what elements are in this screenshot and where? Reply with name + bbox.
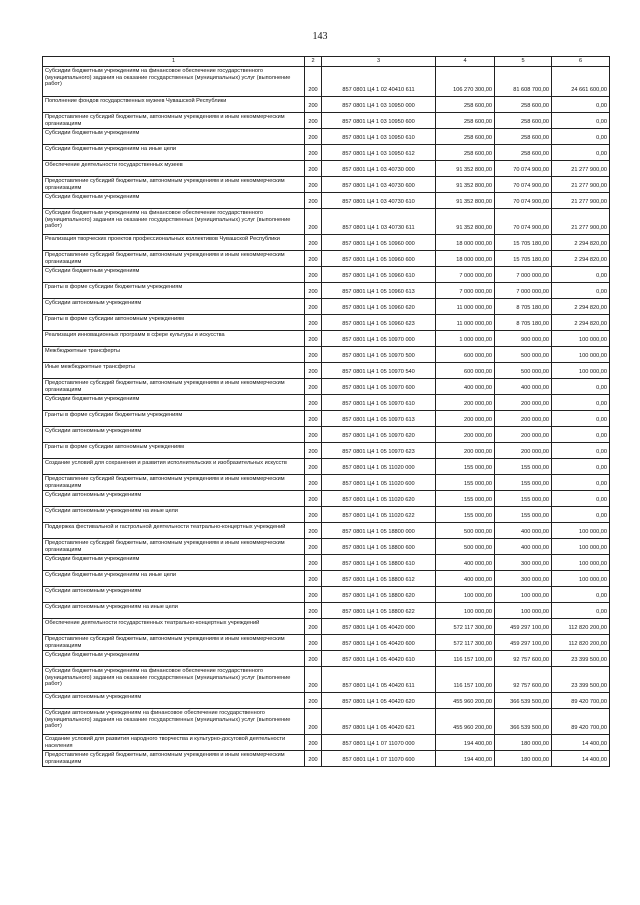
row-value-4: 258 600,00 (436, 145, 495, 161)
table-row (43, 193, 610, 209)
row-value-5: 155 000,00 (495, 507, 552, 523)
row-code: 857 0801 Ц4 1 05 10960 623 (322, 315, 436, 331)
row-code: 857 0801 Ц4 1 05 40420 611 (322, 667, 436, 693)
row-value-6: 2 294 820,00 (552, 251, 610, 267)
row-code: 857 0801 Ц4 1 03 40730 611 (322, 209, 436, 235)
table-row (43, 619, 610, 635)
row-code: 857 0801 Ц4 1 02 40410 611 (322, 67, 436, 97)
table-row (43, 427, 610, 443)
row-value-5: 200 000,00 (495, 411, 552, 427)
row-value-6: 0,00 (552, 267, 610, 283)
row-value-4: 200 000,00 (436, 443, 495, 459)
row-column-2: 200 (305, 395, 322, 411)
row-value-6: 0,00 (552, 379, 610, 395)
table-row (43, 507, 610, 523)
row-value-6: 0,00 (552, 395, 610, 411)
row-value-5: 258 600,00 (495, 113, 552, 129)
row-value-5: 92 757 600,00 (495, 667, 552, 693)
row-value-4: 91 352 800,00 (436, 177, 495, 193)
row-code: 857 0801 Ц4 1 05 18800 610 (322, 555, 436, 571)
row-value-4: 11 000 000,00 (436, 315, 495, 331)
row-value-5: 459 297 100,00 (495, 635, 552, 651)
table-row (43, 539, 610, 555)
row-code: 857 0801 Ц4 1 05 10970 613 (322, 411, 436, 427)
row-value-6: 100 000,00 (552, 555, 610, 571)
row-value-5: 15 705 180,00 (495, 235, 552, 251)
row-code: 857 0801 Ц4 1 05 18800 600 (322, 539, 436, 555)
row-value-4: 400 000,00 (436, 571, 495, 587)
row-value-5: 70 074 900,00 (495, 161, 552, 177)
row-name: Субсидии бюджетным учреждениям на финансовое обеспечение государственного (муниципального) задания на оказание государственных (муниципальных) услуг (выполнение работ) (43, 209, 305, 235)
row-value-6: 2 294 820,00 (552, 315, 610, 331)
table-body (43, 67, 610, 767)
row-value-4: 100 000,00 (436, 587, 495, 603)
row-value-4: 91 352 800,00 (436, 209, 495, 235)
table-header (43, 57, 610, 67)
table-row (43, 459, 610, 475)
row-code: 857 0801 Ц4 1 05 10970 623 (322, 443, 436, 459)
table-row (43, 603, 610, 619)
row-column-2: 200 (305, 267, 322, 283)
table-row (43, 299, 610, 315)
row-name: Субсидии бюджетным учреждениям (43, 555, 305, 571)
table-row (43, 129, 610, 145)
row-column-2: 200 (305, 67, 322, 97)
row-value-4: 400 000,00 (436, 555, 495, 571)
row-code: 857 0801 Ц4 1 05 40420 620 (322, 693, 436, 709)
row-value-6: 0,00 (552, 587, 610, 603)
row-code: 857 0801 Ц4 1 05 18800 000 (322, 523, 436, 539)
row-value-6: 0,00 (552, 411, 610, 427)
row-value-5: 70 074 900,00 (495, 177, 552, 193)
row-code: 857 0801 Ц4 1 05 10970 620 (322, 427, 436, 443)
row-value-6: 0,00 (552, 427, 610, 443)
table-row (43, 209, 610, 235)
row-column-2: 200 (305, 145, 322, 161)
row-name: Обеспечение деятельности государственных театрально-концертных учреждений (43, 619, 305, 635)
column-header: 1 (43, 57, 305, 67)
row-value-4: 600 000,00 (436, 363, 495, 379)
row-code: 857 0801 Ц4 1 07 11070 600 (322, 751, 436, 767)
row-column-2: 200 (305, 363, 322, 379)
table-row (43, 475, 610, 491)
row-value-5: 155 000,00 (495, 459, 552, 475)
row-name: Гранты в форме субсидии бюджетным учреждениям (43, 411, 305, 427)
row-column-2: 200 (305, 443, 322, 459)
row-value-4: 500 000,00 (436, 539, 495, 555)
row-name: Создание условий для сохранения и развития исполнительских и изобразительных искусств (43, 459, 305, 475)
row-name: Субсидии бюджетным учреждениям на финансовое обеспечение государственного (муниципального) задания на оказание государственных (муниципальных) услуг (выполнение работ) (43, 67, 305, 97)
row-value-4: 116 157 100,00 (436, 651, 495, 667)
row-value-5: 92 757 600,00 (495, 651, 552, 667)
row-value-4: 91 352 800,00 (436, 161, 495, 177)
table-row (43, 587, 610, 603)
row-name: Субсидии автономным учреждениям на финансовое обеспечение государственного (муниципального) задания на оказание государственных (муниципальных) услуг (выполнение работ) (43, 709, 305, 735)
page-number: 143 (312, 31, 328, 42)
row-value-6: 2 294 820,00 (552, 235, 610, 251)
table-row (43, 331, 610, 347)
row-name: Субсидии бюджетным учреждениям (43, 651, 305, 667)
row-value-6: 112 820 200,00 (552, 635, 610, 651)
row-column-2: 200 (305, 735, 322, 751)
row-value-5: 155 000,00 (495, 491, 552, 507)
table-row (43, 347, 610, 363)
row-value-6: 0,00 (552, 129, 610, 145)
row-value-4: 400 000,00 (436, 379, 495, 395)
row-code: 857 0801 Ц4 1 05 10960 613 (322, 283, 436, 299)
row-code: 857 0801 Ц4 1 03 40730 000 (322, 161, 436, 177)
row-column-2: 200 (305, 129, 322, 145)
row-column-2: 200 (305, 161, 322, 177)
table-row (43, 113, 610, 129)
row-value-4: 155 000,00 (436, 507, 495, 523)
row-value-5: 500 000,00 (495, 363, 552, 379)
row-value-6: 14 400,00 (552, 735, 610, 751)
row-value-6: 0,00 (552, 283, 610, 299)
row-value-4: 258 600,00 (436, 97, 495, 113)
row-column-2: 200 (305, 177, 322, 193)
row-column-2: 200 (305, 571, 322, 587)
row-name: Субсидии автономным учреждениям (43, 427, 305, 443)
row-value-6: 14 400,00 (552, 751, 610, 767)
row-value-5: 366 539 500,00 (495, 709, 552, 735)
row-name: Предоставление субсидий бюджетным, автономным учреждениям и иным некоммерческим организациям (43, 113, 305, 129)
table-row (43, 651, 610, 667)
table-row (43, 379, 610, 395)
row-value-6: 100 000,00 (552, 523, 610, 539)
table-row (43, 67, 610, 97)
header-row (43, 57, 610, 67)
row-value-4: 455 960 200,00 (436, 709, 495, 735)
table-row (43, 491, 610, 507)
row-name: Субсидии бюджетным учреждениям на финансовое обеспечение государственного (муниципального) задания на оказание государственных (муниципальных) услуг (выполнение работ) (43, 667, 305, 693)
row-value-5: 900 000,00 (495, 331, 552, 347)
budget-table (42, 56, 610, 767)
row-name: Предоставление субсидий бюджетным, автономным учреждениям и иным некоммерческим организациям (43, 379, 305, 395)
row-column-2: 200 (305, 635, 322, 651)
row-name: Субсидии автономным учреждениям (43, 693, 305, 709)
row-value-4: 200 000,00 (436, 395, 495, 411)
row-value-4: 155 000,00 (436, 459, 495, 475)
row-name: Предоставление субсидий бюджетным, автономным учреждениям и иным некоммерческим организациям (43, 635, 305, 651)
row-name: Субсидии бюджетным учреждениям (43, 193, 305, 209)
row-value-6: 100 000,00 (552, 331, 610, 347)
row-name: Пополнение фондов государственных музеев Чувашской Республики (43, 97, 305, 113)
table-row (43, 395, 610, 411)
table-row (43, 161, 610, 177)
row-value-5: 500 000,00 (495, 347, 552, 363)
row-name: Обеспечение деятельности государственных музеев (43, 161, 305, 177)
row-value-5: 258 600,00 (495, 97, 552, 113)
table-row (43, 267, 610, 283)
row-code: 857 0801 Ц4 1 05 11020 000 (322, 459, 436, 475)
row-column-2: 200 (305, 411, 322, 427)
row-value-6: 21 277 900,00 (552, 177, 610, 193)
row-column-2: 200 (305, 97, 322, 113)
row-code: 857 0801 Ц4 1 05 10970 610 (322, 395, 436, 411)
row-column-2: 200 (305, 587, 322, 603)
row-value-5: 200 000,00 (495, 395, 552, 411)
row-name: Реализация творческих проектов профессиональных коллективов Чувашской Республики (43, 235, 305, 251)
row-value-6: 89 420 700,00 (552, 709, 610, 735)
table-row (43, 751, 610, 767)
row-code: 857 0801 Ц4 1 05 10960 610 (322, 267, 436, 283)
row-column-2: 200 (305, 379, 322, 395)
row-code: 857 0801 Ц4 1 05 10960 620 (322, 299, 436, 315)
row-column-2: 200 (305, 299, 322, 315)
row-name: Поддержка фестивальной и гастрольной деятельности театрально-концертных учреждений (43, 523, 305, 539)
row-column-2: 200 (305, 475, 322, 491)
table-row (43, 283, 610, 299)
row-name: Межбюджетные трансферты (43, 347, 305, 363)
row-name: Предоставление субсидий бюджетным, автономным учреждениям и иным некоммерческим организациям (43, 751, 305, 767)
table-row (43, 97, 610, 113)
row-code: 857 0801 Ц4 1 05 11020 620 (322, 491, 436, 507)
row-value-4: 572 117 300,00 (436, 635, 495, 651)
row-value-6: 23 399 500,00 (552, 651, 610, 667)
row-value-5: 400 000,00 (495, 379, 552, 395)
row-column-2: 200 (305, 491, 322, 507)
row-value-4: 194 400,00 (436, 751, 495, 767)
table-row (43, 363, 610, 379)
row-name: Гранты в форме субсидии автономным учреждениям (43, 443, 305, 459)
row-value-4: 155 000,00 (436, 491, 495, 507)
row-value-6: 0,00 (552, 491, 610, 507)
row-value-4: 455 960 200,00 (436, 693, 495, 709)
row-value-4: 572 117 300,00 (436, 619, 495, 635)
row-column-2: 200 (305, 331, 322, 347)
row-code: 857 0801 Ц4 1 05 10970 540 (322, 363, 436, 379)
row-name: Иные межбюджетные трансферты (43, 363, 305, 379)
row-value-6: 100 000,00 (552, 539, 610, 555)
row-value-4: 200 000,00 (436, 427, 495, 443)
row-code: 857 0801 Ц4 1 03 10950 600 (322, 113, 436, 129)
row-name: Гранты в форме субсидии автономным учреждениям (43, 315, 305, 331)
table-row (43, 315, 610, 331)
row-code: 857 0801 Ц4 1 05 11020 600 (322, 475, 436, 491)
row-name: Субсидии автономным учреждениям на иные цели (43, 507, 305, 523)
row-column-2: 200 (305, 651, 322, 667)
row-name: Предоставление субсидий бюджетным, автономным учреждениям и иным некоммерческим организациям (43, 539, 305, 555)
row-column-2: 200 (305, 235, 322, 251)
row-value-4: 11 000 000,00 (436, 299, 495, 315)
row-column-2: 200 (305, 667, 322, 693)
row-code: 857 0801 Ц4 1 05 10970 500 (322, 347, 436, 363)
row-code: 857 0801 Ц4 1 05 40420 000 (322, 619, 436, 635)
row-value-5: 100 000,00 (495, 587, 552, 603)
row-value-4: 18 000 000,00 (436, 235, 495, 251)
column-header: 5 (495, 57, 552, 67)
table-row (43, 251, 610, 267)
row-name: Субсидии автономным учреждениям (43, 299, 305, 315)
row-name: Субсидии автономным учреждениям на иные цели (43, 603, 305, 619)
row-column-2: 200 (305, 283, 322, 299)
row-name: Реализация инновационных программ в сфере культуры и искусства (43, 331, 305, 347)
row-value-5: 155 000,00 (495, 475, 552, 491)
row-name: Предоставление субсидий бюджетным, автономным учреждениям и иным некоммерческим организациям (43, 177, 305, 193)
row-value-5: 70 074 900,00 (495, 209, 552, 235)
row-value-6: 0,00 (552, 507, 610, 523)
row-value-6: 21 277 900,00 (552, 161, 610, 177)
row-value-6: 0,00 (552, 475, 610, 491)
row-value-4: 91 352 800,00 (436, 193, 495, 209)
row-code: 857 0801 Ц4 1 03 10950 610 (322, 129, 436, 145)
row-value-6: 89 420 700,00 (552, 693, 610, 709)
row-value-6: 21 277 900,00 (552, 209, 610, 235)
row-value-6: 0,00 (552, 113, 610, 129)
row-code: 857 0801 Ц4 1 05 40420 600 (322, 635, 436, 651)
row-name: Субсидии автономным учреждениям (43, 491, 305, 507)
row-value-5: 15 705 180,00 (495, 251, 552, 267)
row-value-5: 81 608 700,00 (495, 67, 552, 97)
row-column-2: 200 (305, 603, 322, 619)
row-value-5: 200 000,00 (495, 443, 552, 459)
row-code: 857 0801 Ц4 1 03 10950 612 (322, 145, 436, 161)
table-row (43, 571, 610, 587)
row-value-5: 7 000 000,00 (495, 267, 552, 283)
row-value-6: 0,00 (552, 97, 610, 113)
row-column-2: 200 (305, 209, 322, 235)
table-row (43, 145, 610, 161)
row-value-4: 194 400,00 (436, 735, 495, 751)
row-column-2: 200 (305, 619, 322, 635)
row-value-6: 23 399 500,00 (552, 667, 610, 693)
row-value-6: 24 661 600,00 (552, 67, 610, 97)
row-value-5: 70 074 900,00 (495, 193, 552, 209)
row-value-4: 200 000,00 (436, 411, 495, 427)
row-column-2: 200 (305, 315, 322, 331)
row-value-4: 106 270 300,00 (436, 67, 495, 97)
row-code: 857 0801 Ц4 1 03 40730 600 (322, 177, 436, 193)
row-code: 857 0801 Ц4 1 05 10970 000 (322, 331, 436, 347)
row-value-5: 100 000,00 (495, 603, 552, 619)
row-value-6: 100 000,00 (552, 347, 610, 363)
table-row (43, 709, 610, 735)
table-row (43, 235, 610, 251)
row-code: 857 0801 Ц4 1 05 18800 612 (322, 571, 436, 587)
table-row (43, 555, 610, 571)
row-code: 857 0801 Ц4 1 05 10960 600 (322, 251, 436, 267)
row-value-4: 155 000,00 (436, 475, 495, 491)
row-column-2: 200 (305, 523, 322, 539)
row-value-6: 100 000,00 (552, 571, 610, 587)
row-value-6: 100 000,00 (552, 363, 610, 379)
row-column-2: 200 (305, 427, 322, 443)
row-value-5: 300 000,00 (495, 555, 552, 571)
row-code: 857 0801 Ц4 1 05 10960 000 (322, 235, 436, 251)
row-name: Субсидии бюджетным учреждениям (43, 267, 305, 283)
row-code: 857 0801 Ц4 1 03 10950 000 (322, 97, 436, 113)
row-value-5: 7 000 000,00 (495, 283, 552, 299)
row-column-2: 200 (305, 709, 322, 735)
row-value-5: 200 000,00 (495, 427, 552, 443)
row-value-5: 459 297 100,00 (495, 619, 552, 635)
table-row (43, 523, 610, 539)
table-row (43, 635, 610, 651)
row-column-2: 200 (305, 459, 322, 475)
row-name: Субсидии бюджетным учреждениям (43, 395, 305, 411)
row-value-6: 0,00 (552, 145, 610, 161)
row-value-4: 258 600,00 (436, 129, 495, 145)
row-value-4: 7 000 000,00 (436, 267, 495, 283)
row-name: Субсидии бюджетным учреждениям (43, 129, 305, 145)
row-value-6: 0,00 (552, 603, 610, 619)
row-name: Субсидии автономным учреждениям (43, 587, 305, 603)
row-code: 857 0801 Ц4 1 05 18800 622 (322, 603, 436, 619)
row-value-4: 116 157 100,00 (436, 667, 495, 693)
row-column-2: 200 (305, 113, 322, 129)
row-code: 857 0801 Ц4 1 05 11020 622 (322, 507, 436, 523)
row-value-4: 500 000,00 (436, 523, 495, 539)
row-value-5: 8 705 180,00 (495, 315, 552, 331)
row-value-4: 18 000 000,00 (436, 251, 495, 267)
row-value-5: 180 000,00 (495, 751, 552, 767)
row-value-6: 112 820 200,00 (552, 619, 610, 635)
row-value-5: 258 600,00 (495, 145, 552, 161)
column-header: 3 (322, 57, 436, 67)
row-column-2: 200 (305, 507, 322, 523)
row-code: 857 0801 Ц4 1 03 40730 610 (322, 193, 436, 209)
row-value-5: 366 539 500,00 (495, 693, 552, 709)
row-value-5: 258 600,00 (495, 129, 552, 145)
row-value-4: 7 000 000,00 (436, 283, 495, 299)
row-value-5: 8 705 180,00 (495, 299, 552, 315)
row-column-2: 200 (305, 193, 322, 209)
row-code: 857 0801 Ц4 1 05 10970 600 (322, 379, 436, 395)
row-code: 857 0801 Ц4 1 05 40420 621 (322, 709, 436, 735)
row-value-5: 300 000,00 (495, 571, 552, 587)
row-column-2: 200 (305, 751, 322, 767)
row-name: Создание условий для развития народного творчества и культурно-досуговой деятельности населения (43, 735, 305, 751)
column-header: 4 (436, 57, 495, 67)
row-column-2: 200 (305, 539, 322, 555)
row-name: Предоставление субсидий бюджетным, автономным учреждениям и иным некоммерческим организациям (43, 251, 305, 267)
column-header: 6 (552, 57, 610, 67)
row-name: Гранты в форме субсидии бюджетным учреждениям (43, 283, 305, 299)
table-row (43, 411, 610, 427)
row-name: Субсидии бюджетным учреждениям на иные цели (43, 145, 305, 161)
row-code: 857 0801 Ц4 1 05 18800 620 (322, 587, 436, 603)
column-header: 2 (305, 57, 322, 67)
row-value-4: 258 600,00 (436, 113, 495, 129)
row-name: Субсидии бюджетным учреждениям на иные цели (43, 571, 305, 587)
row-value-6: 0,00 (552, 443, 610, 459)
row-value-6: 21 277 900,00 (552, 193, 610, 209)
table-row (43, 667, 610, 693)
row-value-4: 1 000 000,00 (436, 331, 495, 347)
row-value-4: 100 000,00 (436, 603, 495, 619)
row-column-2: 200 (305, 347, 322, 363)
row-value-6: 0,00 (552, 459, 610, 475)
row-value-5: 180 000,00 (495, 735, 552, 751)
row-column-2: 200 (305, 251, 322, 267)
table-row (43, 735, 610, 751)
row-value-5: 400 000,00 (495, 539, 552, 555)
row-column-2: 200 (305, 693, 322, 709)
row-code: 857 0801 Ц4 1 05 40420 610 (322, 651, 436, 667)
table-row (43, 693, 610, 709)
row-code: 857 0801 Ц4 1 07 11070 000 (322, 735, 436, 751)
table-row (43, 443, 610, 459)
row-name: Предоставление субсидий бюджетным, автономным учреждениям и иным некоммерческим организациям (43, 475, 305, 491)
row-column-2: 200 (305, 555, 322, 571)
row-value-5: 400 000,00 (495, 523, 552, 539)
table-row (43, 177, 610, 193)
row-value-6: 2 294 820,00 (552, 299, 610, 315)
row-value-4: 600 000,00 (436, 347, 495, 363)
